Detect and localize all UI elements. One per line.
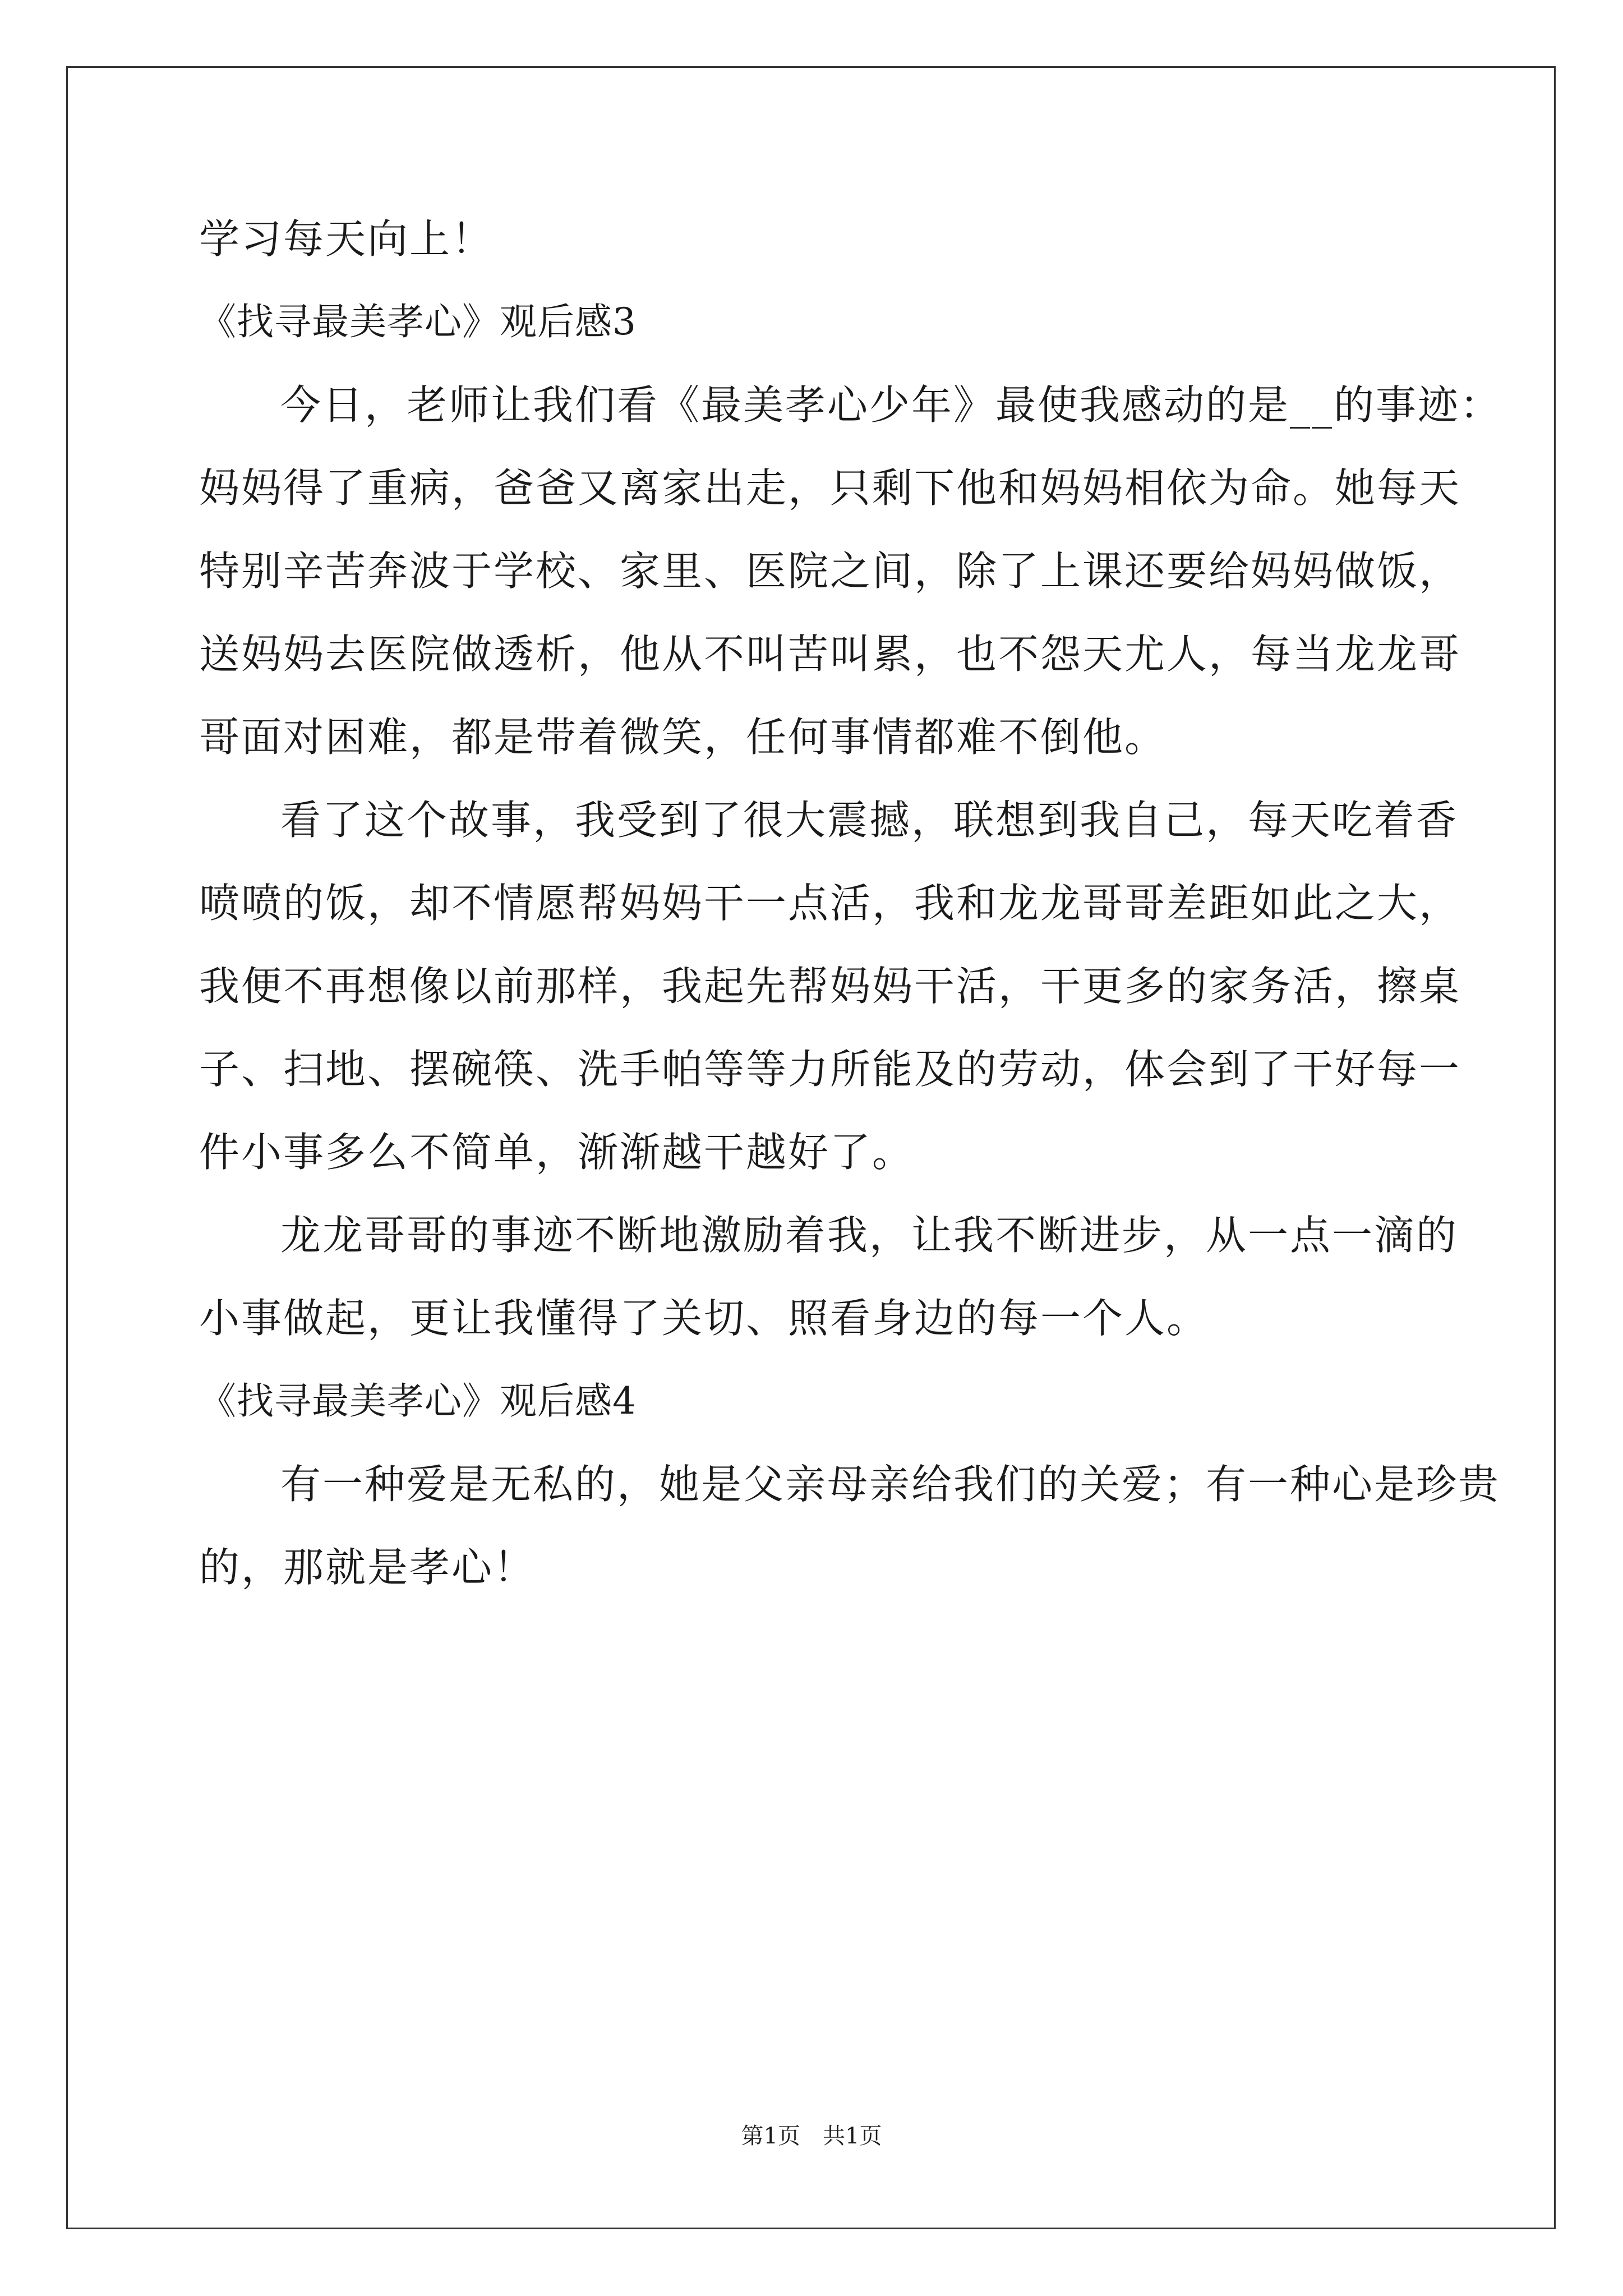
paragraph-line: 喷喷的饭，却不情愿帮妈妈干一点活，我和龙龙哥哥差距如此之大，: [199, 880, 1461, 927]
paragraph-line: 小事做起，更让我懂得了关切、照看身边的每一个人。: [199, 1295, 1209, 1342]
paragraph-line: 哥面对困难，都是带着微笑，任何事情都难不倒他。: [199, 714, 1167, 761]
paragraph-line: 妈妈得了重病，爸爸又离家出走，只剩下他和妈妈相依为命。她每天: [199, 464, 1461, 512]
section-heading: 《找寻最美孝心》观后感3: [199, 300, 637, 343]
paragraph-line: 今日，老师让我们看《最美孝心少年》最使我感动的是__的事迹：: [280, 381, 1502, 429]
paragraph-line: 送妈妈去医院做透析，他从不叫苦叫累，也不怨天尤人，每当龙龙哥: [199, 631, 1461, 678]
paragraph-line: 龙龙哥哥的事迹不断地激励着我，让我不断进步，从一点一滴的: [280, 1212, 1459, 1259]
paragraph-line: 特别辛苦奔波于学校、家里、医院之间，除了上课还要给妈妈做饭，: [199, 547, 1461, 595]
paragraph-line: 的，那就是孝心！: [199, 1544, 536, 1591]
paragraph-line: 有一种爱是无私的，她是父亲母亲给我们的关爱；有一种心是珍贵: [280, 1461, 1501, 1508]
text-line: 学习每天向上！: [199, 215, 494, 263]
paragraph-line: 子、扫地、摆碗筷、洗手帕等等力所能及的劳动，体会到了干好每一: [199, 1046, 1461, 1093]
paragraph-line: 看了这个故事，我受到了很大震撼，联想到我自己，每天吃着香: [280, 797, 1459, 844]
section-heading: 《找寻最美孝心》观后感4: [199, 1379, 637, 1423]
paragraph-line: 我便不再想像以前那样，我起先帮妈妈干活，干更多的家务活，擦桌: [199, 963, 1461, 1010]
paragraph-line: 件小事多么不简单，渐渐越干越好了。: [199, 1129, 915, 1176]
page-footer: 第1页 共1页: [741, 2123, 882, 2149]
